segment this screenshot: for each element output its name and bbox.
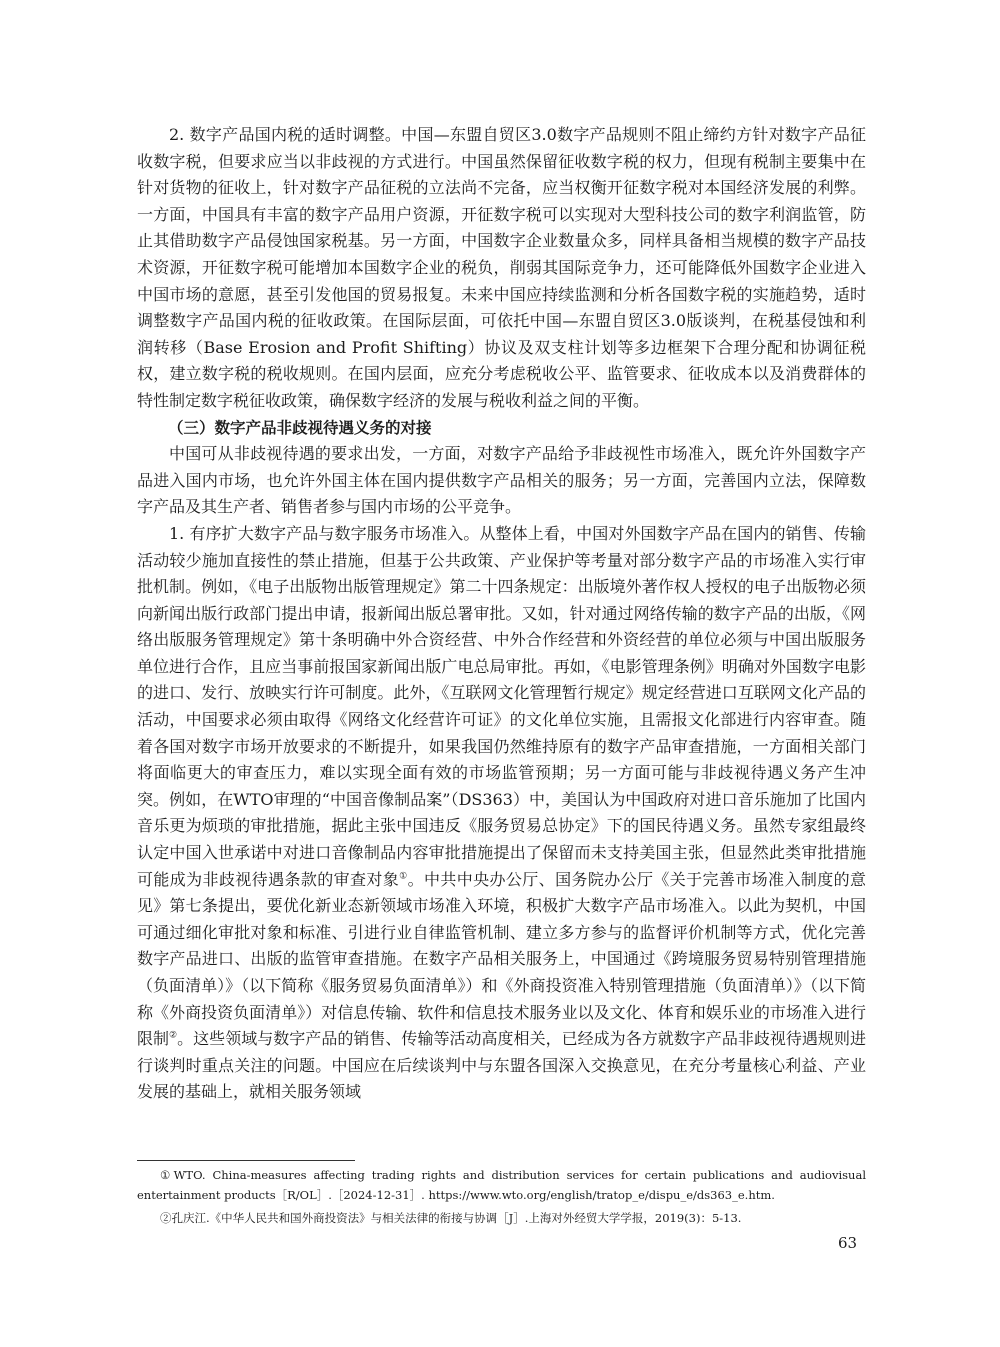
paragraph-digital-tax: 2. 数字产品国内税的适时调整。中国—东盟自贸区3.0数字产品规则不阻止缔约方针对数字产品征收数字税，但要求应当以非歧视的方式进行。中国虽然保留征收数字税的权力，但现有税制主要集中在针对货物的征收上，针对数字产品征税的立法尚不完备，应当权衡开征数字税对本国经济发展的利弊。一方面，中国具有丰富的数字产品用户资源，开征数字税可以实现对大型科技公司的数字利润监管，防止其借助数字产品侵蚀国家税基。另一方面，中国数字企业数量众多，同样具备相当规模的数字产品技术资源，开征数字税可能增加本国数字企业的税负，削弱其国际竞争力，还可能降低外国数字企业进入中国市场的意愿，甚至引发他国的贸易报复。未来中国应持续监测和分析各国数字税的实施趋势，适时调整数字产品国内税的征收政策。在国际层面，可依托中国—东盟自贸区3.0版谈判，在税基侵蚀和利润转移（Base Erosion and Profit Shifting）协议及双支柱计划等多边框架下合理分配和协调征税权，建立数字税的税收规则。在国内层面，应充分考虑税收公平、监管要求、征收成本以及消费群体的特性制定数字税征收政策，确保数字经济的发展与税收利益之间的平衡。 bbox=[137, 125, 866, 410]
paragraph-market-access-part3: 。这些领域与数字产品的销售、传输等活动高度相关，已经成为各方就数字产品非歧视待遇规则进行谈判时重点关注的问题。中国应在后续谈判中与东盟各国深入交换意见，在充分考量核心利益、产业发展的基础上，就相关服务领域 bbox=[137, 1029, 866, 1102]
footnote-divider bbox=[137, 1160, 355, 1161]
page-number: 63 bbox=[838, 1234, 858, 1252]
paragraph-non-discrimination: 中国可从非歧视待遇的要求出发，一方面，对数字产品给予非歧视性市场准入，既允许外国数字产品进入国内市场，也允许外国主体在国内提供数字产品相关的服务；另一方面，完善国内立法，保障数字产品及其生产者、销售者参与国内市场的公平竞争。 bbox=[137, 444, 866, 517]
footnote-2: ②孔庆江.《中华人民共和国外商投资法》与相关法律的衔接与协调［J］.上海对外经贸大学学报，2019(3)：5-13. bbox=[160, 1211, 742, 1225]
paragraph-market-access bbox=[137, 521, 866, 1106]
body-text bbox=[137, 122, 866, 1106]
footnotes bbox=[137, 1165, 866, 1231]
paragraph-market-access-part2: 。中共中央办公厅、国务院办公厅《关于完善市场准入制度的意见》第七条提出，要优化新业态新领域市场准入环境，积极扩大数字产品市场准入。以此为契机，中国可通过细化审批对象和标准、引进行业自律监管机制、建立多方参与的监督评价机制等方式，优化完善数字产品进口、出版的监管审查措施。在数字产品相关服务上，中国通过《跨境服务贸易特别管理措施（负面清单）》（以下简称《服务贸易负面清单》）和《外商投资准入特别管理措施（负面清单）》（以下简称《外商投资负面清单》）对信息传输、软件和信息技术服务业以及文化、体育和娱乐业的市场准入进行限制 bbox=[137, 869, 866, 1049]
paragraph-market-access-part1: 1. 有序扩大数字产品与数字服务市场准入。从整体上看，中国对外国数字产品在国内的销售、传输活动较少施加直接性的禁止措施，但基于公共政策、产业保护等考量对部分数字产品的市场准入实行审批机制。例如，《电子出版物出版管理规定》第二十四条规定：出版境外著作权人授权的电子出版物必须向新闻出版行政部门提出申请，报新闻出版总署审批。又如，针对通过网络传输的数字产品的出版，《网络出版服务管理规定》第十条明确中外合资经营、中外合作经营和外资经营的单位必须与中国出版服务单位进行合作，且应当事前报国家新闻出版广电总局审批。再如，《电影管理条例》明确对外国数字电影的进口、发行、放映实行许可制度。此外，《互联网文化管理暂行规定》规定经营进口互联网文化产品的活动，中国要求必须由取得《网络文化经营许可证》的文化单位实施，且需报文化部进行内容审查。随着各国对数字市场开放要求的不断提升，如果我国仍然维持原有的数字产品审查措施，一方面相关部门将面临更大的审查压力，难以实现全面有效的市场监管预期；另一方面可能与非歧视待遇义务产生冲突。例如，在WTO审理的“中国音像制品案”（DS363）中，美国认为中国政府对进口音乐施加了比国内音乐更为烦琐的审批措施，据此主张中国违反《服务贸易总协定》下的国民待遇义务。虽然专家组最终认定中国入世承诺中对进口音像制品内容审批措施提出了保留而未支持美国主张，但显然此类审批措施可能成为非歧视待遇条款的审查对象 bbox=[137, 523, 866, 889]
footnote-1: ①WTO. China-measures affecting trading rights and distribution services for certain publications and audiovisual entertainment products［R/OL］.［2024-12-31］. https://www.wto.org/english/tratop_e/dispu_e/ds363_e.htm. bbox=[137, 1168, 866, 1202]
footnote-ref-2[interactable]: ② bbox=[169, 1030, 178, 1041]
footnote-ref-1[interactable]: ① bbox=[399, 871, 408, 882]
section-heading: （三）数字产品非歧视待遇义务的对接 bbox=[168, 418, 432, 437]
